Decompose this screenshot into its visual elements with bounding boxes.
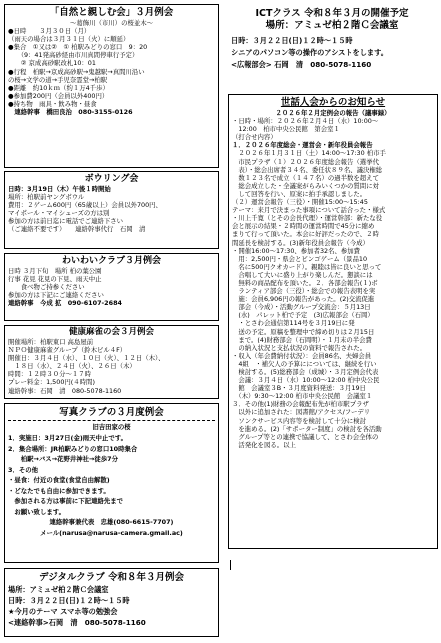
- sewanin-line: 用：2,500円・県会とビンゴゲーム（景品10: [232, 254, 368, 263]
- sewanin-line: １．２０２６年度総会・運営会・新年役員会報告: [232, 141, 373, 150]
- health-line: １８日（水）、２４日（火）、２６日（木）: [8, 362, 136, 371]
- photo-line: お願い致します。: [8, 507, 66, 516]
- nature-line: （雨天の場合は３月３１日（火）に順延）: [8, 35, 130, 44]
- photo-line: 参加される方は事前に下記連絡先まで: [8, 497, 124, 505]
- health-line: プレー料金：1,500円(４時間): [8, 378, 95, 387]
- sewanin-line: して回答を行い、原案に拍手承認しました。: [232, 189, 367, 198]
- sewanin-line: ・とさわ会通信第114号を３月19日に発: [232, 319, 355, 328]
- waiwai-box: [4, 253, 219, 321]
- bowling-line: 場所：柏駅前ヤングボウル: [8, 193, 85, 202]
- sewanin-line: 4組 ・補欠人の予算にについては、継続を行い: [232, 359, 377, 368]
- ict-line: 日時：３月２２日(日)１２時～１５時: [231, 36, 353, 45]
- sewanin-notice-box: [228, 94, 438, 549]
- nature-line: ●持ち物 雨具・飲み物・昼食: [8, 99, 97, 108]
- sewanin-line: 数１２３名で成立（１４７名）の過半数を超えて: [232, 173, 379, 182]
- sewanin-line: ２０２６年２月定例会の報告（議事録）: [275, 109, 391, 117]
- nature-line: ●参加費200円（会員以外400円）: [8, 91, 109, 100]
- health-line: 時間：１２時３０分～１７時: [8, 370, 92, 379]
- sewanin-line: (水) パレット柏で予定 (3)広報部会（石岡）: [232, 311, 374, 320]
- bowling-box: [4, 171, 219, 249]
- sewanin-line: ３．その他(1)財務の会報配布先が柏市駅プラザ: [232, 400, 369, 409]
- sewanin-notice-title: 世話人会からのお知らせ: [280, 97, 386, 108]
- photo-line: ・どなたでも自由に参加できます。: [8, 486, 110, 495]
- divider: [8, 420, 215, 421]
- health-line: ＮＰＯ健康麻雀グループ（鈴木ビル４F）: [8, 346, 127, 355]
- sewanin-line: 会議：３月４日（水）10:00～12:00 柏中央公民: [232, 376, 380, 385]
- digital-line: 場所：アミュゼ柏２階Ｃ会議室: [8, 585, 109, 594]
- nature-line: ●日時 ３月３０日（月）: [8, 27, 91, 36]
- health-line: 開催日：３月４日（水）、１０日（火）、１２日（木）、: [8, 354, 165, 363]
- waiwai-line: 食べ物ご持参ください: [8, 283, 85, 292]
- ict-class-title: ICTクラス 令和８年３月の開催予定: [255, 8, 409, 19]
- sewanin-line: の納入状況と支払状況の資料で報告された。: [232, 343, 367, 352]
- nature-line: ●集合 ①又は② ① 柏駅みどりの窓口 9：20: [8, 43, 148, 52]
- sewanin-line: 合唱して大いに盛り上がり楽しんだ。懇談には: [232, 270, 373, 279]
- ict-contact: <広報部会> 石岡 清 080-5078-1160: [231, 60, 372, 69]
- digital-line: 日時：３月２２日(日)１２時～１５時: [8, 596, 130, 605]
- sewanin-line: 送の予定。原稿を整理中で締め切りは２月15日: [232, 327, 375, 336]
- photo-line: 柏駅→バス→花野井神社→徒歩7分: [8, 455, 118, 463]
- ict-class-section: [228, 4, 436, 86]
- sewanin-line: グループ等との連携で協議して、とさわ会全体の: [232, 432, 379, 441]
- health-contact: 連絡幹事：石岡 清 080-5078-1160: [8, 386, 122, 395]
- waiwai-line: 日時 ３月下旬 場所 柏の葉公園: [8, 267, 102, 275]
- sewanin-line: 施：会員6,906円の報告があった。(2)交流促進: [232, 295, 375, 304]
- sewanin-line: 表）・総会出席者３４名、委任状８９名、議決権総: [232, 165, 383, 174]
- sewanin-line: 総会成立した・全議案がらみいくつかの質問に対: [232, 181, 379, 190]
- sewanin-line: （打合せ内容）: [232, 133, 277, 142]
- waiwai-line: 参加の方は下記にご連絡ください: [8, 291, 104, 300]
- digital-line: ★今月のテーマ スマホ等の勉強会: [8, 607, 118, 616]
- health-mahjong-box: [4, 325, 219, 399]
- sewanin-line: 無料の商品配布を頂いた。２．各部会報告(１)ボ: [232, 278, 378, 287]
- nature-line: ●行程 柏駅→京成高砂駅→鬼越駅→真間川沿い: [8, 67, 145, 76]
- sewanin-line: ・開催16:00～17:30、参加者32名、参加費: [232, 246, 361, 255]
- nature-line: ② 京成高砂駅改札10：01: [8, 59, 96, 68]
- health-mahjong-title: 健康麻雀の会３月例会: [68, 327, 154, 337]
- ict-class-subtitle: 場所：アミュゼ柏２階Ｃ会議室: [265, 20, 399, 31]
- sewanin-line: ランティア部会（三役）・総会での報告表明を実: [232, 287, 376, 296]
- sewanin-line: を進める。(2)「サポーター制度」の検討を各活動: [232, 424, 382, 433]
- waiwai-contact: 連絡幹事 今成 拡 090-6107-2684: [8, 299, 122, 308]
- nature-line: （9：41発高砂経由市川真間停車行予定）: [8, 51, 139, 60]
- digital-contact: <連絡幹事>石岡 清 080-5078-1160: [8, 618, 146, 627]
- sewanin-line: 部会（今成）・活動グループ交流会：５月13日: [232, 303, 371, 312]
- photo-line: 2．集合場所：JR柏駅みどりの窓口10時集合: [8, 444, 138, 453]
- text-cursor: [230, 560, 231, 570]
- nature-line: ●距離 約10ｋｍ（約１万4千歩）: [8, 83, 109, 92]
- photo-contact: 連絡幹事兼代表 忠雄(080-6615-7707): [49, 518, 174, 526]
- sewanin-line: 名に500円クオカード）。親睦は皆に良いと思って: [232, 262, 382, 271]
- sewanin-line: 12:00 柏市中央公民館 第会室１: [232, 125, 340, 134]
- digital-club-title: デジタルクラブ 令和８年３月例会: [38, 572, 185, 583]
- nature-club-box: [4, 4, 219, 168]
- photo-line: 3．その他: [8, 465, 39, 474]
- nature-line: の桜→文学の道→手児奈霊堂→柏駅: [8, 75, 108, 84]
- digital-club-box: [4, 568, 219, 637]
- ict-line: シニアのパソコン等の操作のアシストをします。: [231, 48, 388, 57]
- sewanin-line: 以外に追加された：図書館/アクセス/フーデリ: [232, 408, 371, 417]
- photo-club-box: [4, 403, 219, 563]
- sewanin-line: ・収入（年会費納付状況）：会員86名、夫婦会員: [232, 351, 372, 360]
- nature-line: ～葛飾川（市川）の桜並木～: [69, 19, 154, 27]
- sewanin-line: 会と展示の結果・２時間の運営時間で45分に縮め: [232, 222, 375, 231]
- waiwai-line: 行事 花見 花見の下見、雨天中止: [8, 275, 102, 284]
- sewanin-line: ソンクサービス内容等を検討して十分に検討: [232, 416, 367, 425]
- bowling-line: マイボール・マイシューズの方は別: [8, 209, 110, 218]
- sewanin-line: まで。(4)財務部会（石岡明）・１月末の半会費: [232, 335, 372, 344]
- sewanin-line: ２０２６年１月３１日（土）14:00～17:30 柏市手: [232, 149, 386, 158]
- sewanin-line: （木）9:30～12:00 柏市中央公民館 会議室１: [232, 392, 373, 401]
- sewanin-line: ・日時・場所：２０２６年２月４日（水）10:00～: [232, 117, 379, 126]
- photo-line: ・昼食：付近の食堂(食堂自由解散): [8, 476, 110, 484]
- photo-line: 1．実施日：3月27日(金)雨天中止です。: [8, 434, 127, 442]
- photo-subtitle: 旧吉田家の桜: [92, 423, 131, 431]
- sewanin-line: 活発化を図る。以上: [232, 440, 296, 449]
- photo-email: メール(narusa@narusa-camera.gmail.ac): [40, 528, 183, 537]
- sewanin-line: （２）運営会報告（三役）・開催15:00～15:45: [232, 198, 368, 207]
- waiwai-title: わいわいクラブ３月例会: [61, 256, 161, 266]
- bowling-line: 費用：２ゲーム600円（65歳以上）会員以外700円、: [8, 201, 162, 210]
- bowling-line: 日時：3月19日（木）午後１時開始: [8, 185, 111, 193]
- sewanin-line: 館 会議室３B・３月度資料発送：３月19日: [232, 384, 366, 393]
- health-line: 開催場所：柏駅東口 高島屋前: [8, 338, 94, 346]
- sewanin-line: ・川上千寛（とその会長代理）・運営幹部：新たな役: [232, 214, 383, 223]
- sewanin-line: 市民プラザ（１）２０２６年度総会報告（選挙代: [232, 157, 379, 166]
- sewanin-line: 検討する。(5)総務部会（成城）・３月定例会代表: [232, 368, 379, 376]
- sewanin-line: まりて行って頂いた。本会に好評だったので、２時: [232, 230, 379, 239]
- nature-club-title: 「自然と親しむ会」３月例会: [49, 7, 174, 18]
- bowling-line: 参加の方は前日迄に電話でご連絡下さい: [8, 217, 124, 226]
- bowling-title: ボウリング会: [84, 174, 139, 184]
- nature-contact: 連絡幹事 橋田良治 080-3155-0126: [8, 108, 133, 117]
- sewanin-line: テーマ：来月で決まった事項について話合った・様式: [232, 206, 386, 215]
- photo-club-title: 写真クラブの３月度例会: [59, 407, 164, 418]
- sewanin-line: 間延長を検討する。(3)新年役員会報告（今成）: [232, 238, 369, 247]
- bowling-line: （ご連絡不要です） 連絡幹事代行 石岡 清: [8, 225, 146, 234]
